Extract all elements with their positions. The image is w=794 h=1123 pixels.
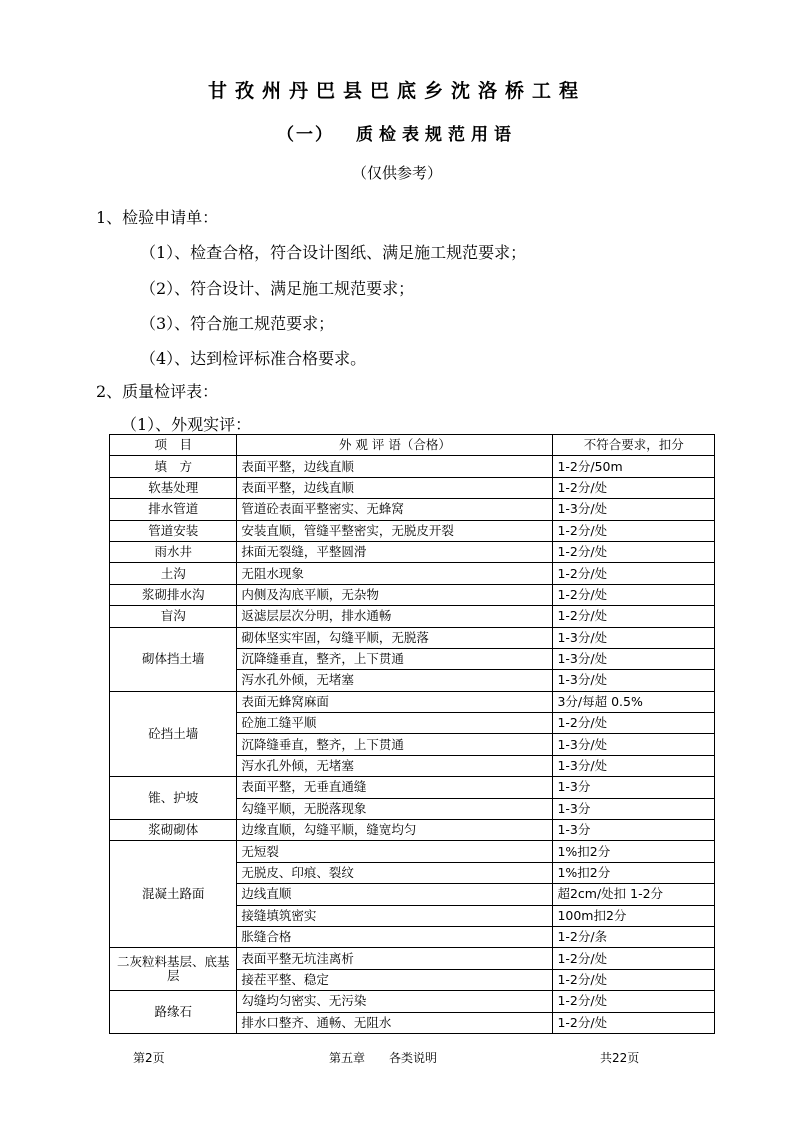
section-1-item: （1）、检查合格，符合设计图纸、满足施工规范要求； bbox=[140, 243, 527, 262]
deduction-cell: 1-2分/处 bbox=[553, 584, 715, 605]
item-cell: 排水管道 bbox=[110, 499, 237, 520]
deduction-cell: 1-3分 bbox=[553, 777, 715, 798]
section-1-item: （4）、达到检评标准合格要求。 bbox=[140, 349, 367, 368]
item-cell: 二灰粒料基层、底基层 bbox=[110, 948, 237, 991]
comment-cell: 胀缝合格 bbox=[237, 926, 553, 947]
reference-note: （仅供参考） bbox=[351, 164, 442, 182]
footer-chapter: 第五章 各类说明 bbox=[329, 1051, 438, 1065]
comment-cell: 泻水孔外倾，无堵塞 bbox=[237, 670, 553, 691]
comment-cell: 表面无蜂窝麻面 bbox=[237, 691, 553, 712]
table-row bbox=[110, 948, 715, 969]
header-deduction: 不符合要求，扣分 bbox=[553, 435, 715, 456]
quality-table bbox=[109, 434, 715, 1034]
document-title: 甘孜州丹巴县巴底乡沈洛桥工程 bbox=[207, 80, 586, 102]
table-row bbox=[110, 563, 715, 584]
deduction-cell: 1-2分/50m bbox=[553, 456, 715, 477]
table-row bbox=[110, 541, 715, 562]
section-2-heading: 2、质量检评表： bbox=[96, 382, 219, 401]
table-row bbox=[110, 820, 715, 841]
deduction-cell: 1-3分/处 bbox=[553, 755, 715, 776]
section-1-heading: 1、检验申请单： bbox=[96, 208, 219, 227]
table-row bbox=[110, 991, 715, 1012]
deduction-cell: 1-2分/处 bbox=[553, 477, 715, 498]
subtitle-number: （一） bbox=[277, 125, 334, 145]
deduction-cell: 100m扣2分 bbox=[553, 905, 715, 926]
deduction-cell: 1-3分 bbox=[553, 798, 715, 819]
deduction-cell: 1-3分/处 bbox=[553, 627, 715, 648]
item-cell: 砼挡土墙 bbox=[110, 691, 237, 777]
deduction-cell: 1-3分/处 bbox=[553, 499, 715, 520]
quality-table-body bbox=[110, 435, 715, 1034]
table-row bbox=[110, 520, 715, 541]
deduction-cell: 1-2分/处 bbox=[553, 541, 715, 562]
comment-cell: 勾缝均匀密实、无污染 bbox=[237, 991, 553, 1012]
header-comment: 外 观 评 语（合格） bbox=[237, 435, 553, 456]
comment-cell: 砌体坚实牢固，勾缝平顺，无脱落 bbox=[237, 627, 553, 648]
comment-cell: 表面平整，无垂直通缝 bbox=[237, 777, 553, 798]
table-row bbox=[110, 456, 715, 477]
comment-cell: 无短裂 bbox=[237, 841, 553, 862]
comment-cell: 返滤层层次分明，排水通畅 bbox=[237, 606, 553, 627]
deduction-cell: 1-2分/处 bbox=[553, 563, 715, 584]
deduction-cell: 1-2分/处 bbox=[553, 606, 715, 627]
table-row bbox=[110, 499, 715, 520]
comment-cell: 表面平整，边线直顺 bbox=[237, 477, 553, 498]
document-subtitle bbox=[0, 120, 794, 145]
item-cell: 路缘石 bbox=[110, 991, 237, 1034]
comment-cell: 边线直顺 bbox=[237, 884, 553, 905]
comment-cell: 沉降缝垂直，整齐，上下贯通 bbox=[237, 734, 553, 755]
table-row bbox=[110, 841, 715, 862]
item-cell: 管道安装 bbox=[110, 520, 237, 541]
footer-total-pages: 共22页 bbox=[600, 1051, 640, 1065]
deduction-cell: 1-3分/处 bbox=[553, 648, 715, 669]
item-cell: 浆砌砌体 bbox=[110, 820, 237, 841]
comment-cell: 砼施工缝平顺 bbox=[237, 713, 553, 734]
comment-cell: 泻水孔外倾，无堵塞 bbox=[237, 755, 553, 776]
header-item: 项 目 bbox=[110, 435, 237, 456]
table-row bbox=[110, 606, 715, 627]
comment-cell: 无阻水现象 bbox=[237, 563, 553, 584]
deduction-cell: 1%扣2分 bbox=[553, 841, 715, 862]
section-2-subheading: （1）、外观实评： bbox=[121, 415, 252, 434]
item-cell: 浆砌排水沟 bbox=[110, 584, 237, 605]
comment-cell: 管道砼表面平整密实、无蜂窝 bbox=[237, 499, 553, 520]
deduction-cell: 1-3分/处 bbox=[553, 670, 715, 691]
deduction-cell: 1%扣2分 bbox=[553, 862, 715, 883]
deduction-cell: 1-3分/处 bbox=[553, 734, 715, 755]
deduction-cell: 1-2分/处 bbox=[553, 1012, 715, 1033]
table-row bbox=[110, 691, 715, 712]
comment-cell: 表面平整，边线直顺 bbox=[237, 456, 553, 477]
table-row bbox=[110, 477, 715, 498]
item-cell: 填 方 bbox=[110, 456, 237, 477]
comment-cell: 无脱皮、印痕、裂纹 bbox=[237, 862, 553, 883]
subtitle-text: 质检表规范用语 bbox=[356, 125, 517, 145]
item-cell: 雨水井 bbox=[110, 541, 237, 562]
comment-cell: 抹面无裂缝，平整圆滑 bbox=[237, 541, 553, 562]
comment-cell: 内侧及沟底平顺，无杂物 bbox=[237, 584, 553, 605]
deduction-cell: 超2cm/处扣 1-2分 bbox=[553, 884, 715, 905]
deduction-cell: 1-2分/处 bbox=[553, 969, 715, 990]
comment-cell: 接缝填筑密实 bbox=[237, 905, 553, 926]
section-1-item: （3）、符合施工规范要求； bbox=[140, 314, 335, 333]
deduction-cell: 1-3分 bbox=[553, 820, 715, 841]
deduction-cell: 1-2分/处 bbox=[553, 713, 715, 734]
item-cell: 锥、护坡 bbox=[110, 777, 237, 820]
comment-cell: 边缘直顺，勾缝平顺，缝宽均匀 bbox=[237, 820, 553, 841]
item-cell: 盲沟 bbox=[110, 606, 237, 627]
deduction-cell: 1-2分/处 bbox=[553, 948, 715, 969]
deduction-cell: 1-2分/处 bbox=[553, 991, 715, 1012]
comment-cell: 沉降缝垂直，整齐，上下贯通 bbox=[237, 648, 553, 669]
item-cell: 土沟 bbox=[110, 563, 237, 584]
table-row bbox=[110, 627, 715, 648]
deduction-cell: 3分/每超 0.5% bbox=[553, 691, 715, 712]
footer-page-number: 第2页 bbox=[133, 1051, 165, 1065]
item-cell: 混凝土路面 bbox=[110, 841, 237, 948]
comment-cell: 表面平整无坑洼离析 bbox=[237, 948, 553, 969]
comment-cell: 接茬平整、稳定 bbox=[237, 969, 553, 990]
comment-cell: 安装直顺，管缝平整密实，无脱皮开裂 bbox=[237, 520, 553, 541]
deduction-cell: 1-2分/条 bbox=[553, 926, 715, 947]
item-cell: 软基处理 bbox=[110, 477, 237, 498]
section-1-item: （2）、符合设计、满足施工规范要求； bbox=[140, 279, 415, 298]
table-row bbox=[110, 777, 715, 798]
table-row bbox=[110, 584, 715, 605]
comment-cell: 排水口整齐、通畅、无阻水 bbox=[237, 1012, 553, 1033]
table-header-row bbox=[110, 435, 715, 456]
deduction-cell: 1-2分/处 bbox=[553, 520, 715, 541]
comment-cell: 勾缝平顺，无脱落现象 bbox=[237, 798, 553, 819]
item-cell: 砌体挡土墙 bbox=[110, 627, 237, 691]
